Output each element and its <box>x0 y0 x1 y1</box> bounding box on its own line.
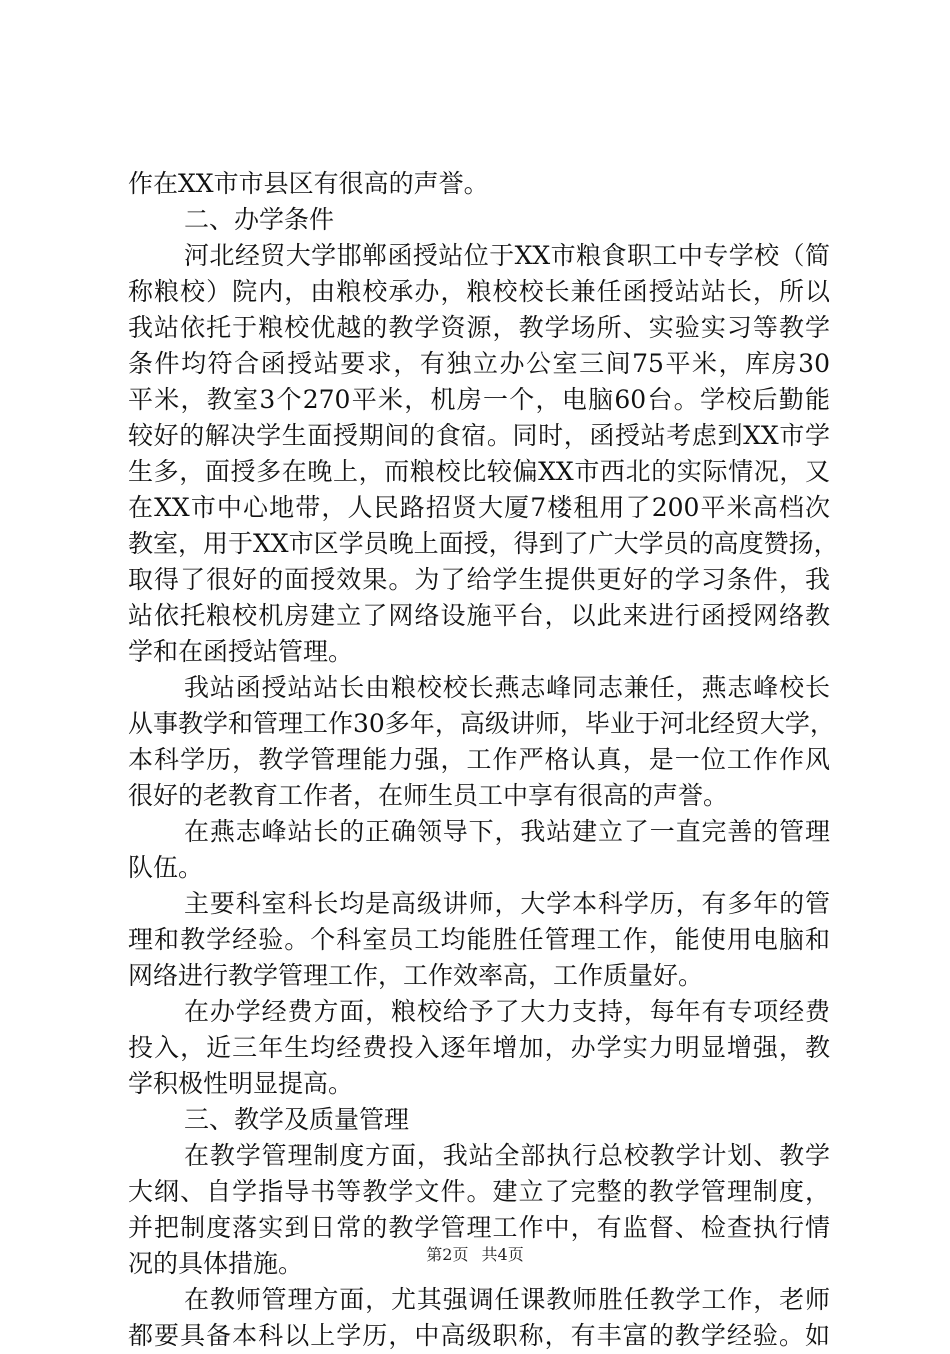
text-line: 作在XX市市县区有很高的声誉。 <box>128 169 489 198</box>
text-line: 取得了很好的面授效果。为了给学生提供更好的学习条件，我 <box>128 565 830 594</box>
text-line: 很好的老教育工作者，在师生员工中享有很高的声誉。 <box>128 781 729 810</box>
text-line: 从事教学和管理工作30多年，高级讲师，毕业于河北经贸大学， <box>128 709 835 738</box>
text-line: 网络进行教学管理工作，工作效率高，工作质量好。 <box>128 961 704 990</box>
text-line: 大纲、自学指导书等教学文件。建立了完整的教学管理制度， <box>128 1177 830 1206</box>
page-number: 第2页 <box>426 1245 469 1264</box>
text-line: 教室，用于XX市区学员晚上面授，得到了广大学员的高度赞扬， <box>128 529 839 558</box>
text-line: 都要具备本科以上学历，中高级职称，有丰富的教学经验。如 <box>128 1321 830 1350</box>
text-line: 较好的解决学生面授期间的食宿。同时，函授站考虑到XX市学 <box>128 421 830 450</box>
section-heading: 二、办学条件 <box>184 205 335 234</box>
text-line: 队伍。 <box>128 853 204 882</box>
text-line: 站依托粮校机房建立了网络设施平台，以此来进行函授网络教 <box>128 601 830 630</box>
page-total: 共4页 <box>481 1245 524 1264</box>
text-line: 在XX市中心地带，人民路招贤大厦7楼租用了200平米高档次 <box>128 493 830 522</box>
text-line: 河北经贸大学邯郸函授站位于XX市粮食职工中专学校（简 <box>184 241 830 270</box>
text-line: 主要科室科长均是高级讲师，大学本科学历，有多年的管 <box>184 889 830 918</box>
text-line: 条件均符合函授站要求，有独立办公室三间75平米，库房30 <box>128 349 830 378</box>
text-line: 投入，近三年生均经费投入逐年增加，办学实力明显增强，教 <box>128 1033 830 1062</box>
text-line: 我站依托于粮校优越的教学资源，教学场所、实验实习等教学 <box>128 313 830 342</box>
text-line: 称粮校）院内，由粮校承办，粮校校长兼任函授站站长，所以 <box>128 277 830 306</box>
text-line: 并把制度落实到日常的教学管理工作中，有监督、检查执行情 <box>128 1213 830 1242</box>
document-body <box>128 166 839 1354</box>
text-line: 生多，面授多在晚上，而粮校比较偏XX市西北的实际情况，又 <box>128 457 830 486</box>
text-line: 理和教学经验。个科室员工均能胜任管理工作，能使用电脑和 <box>128 925 830 954</box>
text-line: 平米，教室3个270平米，机房一个，电脑60台。学校后勤能 <box>128 385 830 414</box>
text-line: 学和在函授站管理。 <box>128 637 354 666</box>
text-line: 本科学历，教学管理能力强，工作严格认真，是一位工作作风 <box>128 745 830 774</box>
text-line: 我站函授站站长由粮校校长燕志峰同志兼任，燕志峰校长 <box>184 673 830 702</box>
text-line: 学积极性明显提高。 <box>128 1069 354 1098</box>
section-heading: 三、教学及质量管理 <box>184 1105 410 1134</box>
text-line: 在教学管理制度方面，我站全部执行总校教学计划、教学 <box>184 1141 830 1170</box>
page-footer <box>0 1244 950 1266</box>
text-line: 在教师管理方面，尤其强调任课教师胜任教学工作，老师 <box>184 1285 830 1314</box>
text-line: 在燕志峰站长的正确领导下，我站建立了一直完善的管理 <box>184 817 830 846</box>
text-line: 况的具体措施。 <box>128 1249 304 1278</box>
text-line: 在办学经费方面，粮校给予了大力支持，每年有专项经费 <box>184 997 830 1026</box>
